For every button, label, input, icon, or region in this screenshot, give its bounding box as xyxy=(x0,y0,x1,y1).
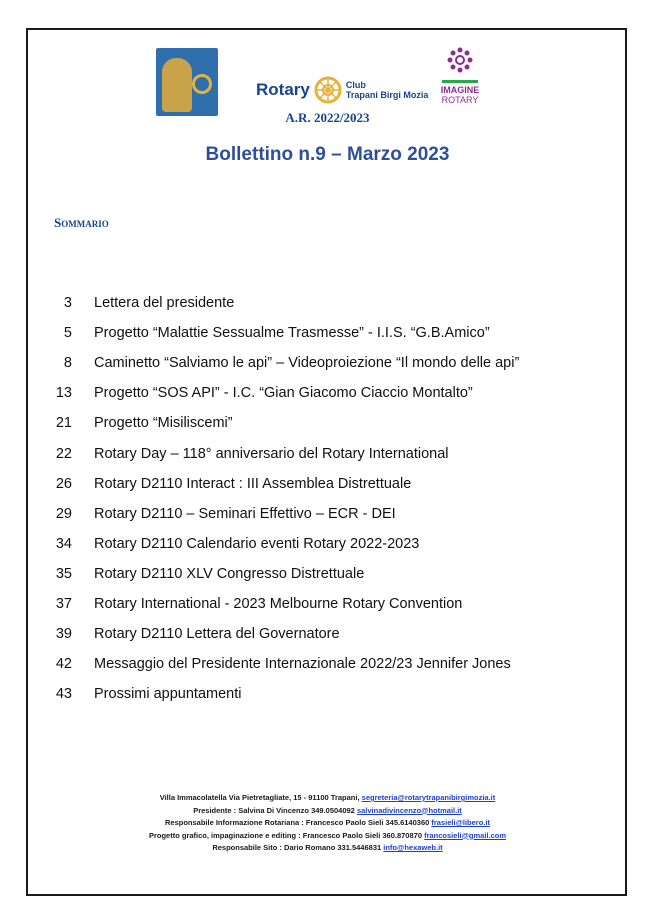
footer-graphic-line: Progetto grafico, impaginazione e editing : Francesco Paolo Sieli 360.870870 francosieli@gmail.com xyxy=(148,830,507,840)
toc-row xyxy=(46,438,586,468)
imagine-rotary-logo xyxy=(430,46,490,108)
rotary-year: A.R. 2022/2023 xyxy=(285,110,370,125)
rotary-wheel-icon xyxy=(192,74,212,94)
toc-entry-title: Progetto “SOS API” - I.C. “Gian Giacomo Ciaccio Montalto” xyxy=(94,385,473,402)
footer-info-line: Responsabile Informazione Rotariana : Francesco Paolo Sieli 345.6140360 frasieli@libero.it xyxy=(165,818,490,827)
toc-page-number: 22 xyxy=(55,445,72,462)
toc-row xyxy=(46,288,586,318)
toc-entry-title: Rotary D2110 XLV Congresso Distrettuale xyxy=(94,565,365,582)
toc-page-number: 21 xyxy=(55,415,72,432)
footer-address-line: Villa Immacolatella Via Pietretagliate, 15 - 91100 Trapani, segreteria@rotarytrapanibirgimozia.it xyxy=(159,793,496,802)
president-email-link[interactable]: salvinadivincenzo@hotmail.it xyxy=(356,805,462,815)
toc-entry-title: Rotary D2110 – Seminari Effettivo – ECR - DEI xyxy=(94,505,396,522)
graphic-email-link[interactable]: francosieli@gmail.com xyxy=(424,830,507,840)
footer-site-line: Responsabile Sito : Dario Romano 331.5446831 info@hexaweb.it xyxy=(212,843,443,852)
toc-entry-title: Rotary D2110 Interact : III Assemblea Distrettuale xyxy=(94,475,412,492)
toc-row xyxy=(46,559,586,589)
toc-row xyxy=(46,408,586,438)
toc-page-number: 37 xyxy=(55,595,72,612)
table-of-contents xyxy=(46,288,586,709)
toc-page-number: 8 xyxy=(63,355,72,372)
sommario-heading: Sommario xyxy=(54,215,109,230)
imagine-flower-icon xyxy=(446,46,474,74)
toc-entry-title: Progetto “Malattie Sessualme Trasmesse” - I.I.S. “G.B.Amico” xyxy=(94,325,490,342)
toc-entry-title: Rotary International - 2023 Melbourne Rotary Convention xyxy=(94,595,463,612)
club-mozia-logo xyxy=(156,48,218,116)
toc-row xyxy=(46,469,586,499)
toc-row xyxy=(46,589,586,619)
statue-image xyxy=(162,58,192,112)
toc-entry-title: Messaggio del Presidente Internazionale 2022/23 Jennifer Jones xyxy=(94,656,511,673)
toc-entry-title: Rotary Day – 118° anniversario del Rotary International xyxy=(94,445,449,462)
toc-row xyxy=(46,529,586,559)
toc-row xyxy=(46,378,586,408)
toc-page-number: 39 xyxy=(55,626,72,643)
toc-page-number: 26 xyxy=(55,475,72,492)
toc-entry-title: Caminetto “Salviamo le api” – Videoproiezione “Il mondo delle api” xyxy=(94,355,520,372)
toc-page-number: 13 xyxy=(55,385,72,402)
secretary-email-link[interactable]: segreteria@rotarytrapanibirgimozia.it xyxy=(361,793,496,802)
imagine-line1: IMAGINE xyxy=(440,85,480,95)
toc-page-number: 43 xyxy=(55,686,72,703)
club-label: Club xyxy=(345,80,366,90)
footer xyxy=(0,792,655,855)
toc-row xyxy=(46,348,586,378)
toc-row xyxy=(46,679,586,709)
bulletin-title: Bollettino n.9 – Marzo 2023 xyxy=(205,144,450,165)
toc-page-number: 29 xyxy=(55,505,72,522)
rotary-wordmark: Rotary xyxy=(256,80,310,99)
rotary-wheel-icon xyxy=(314,76,342,104)
footer-president-line: Presidente : Salvina Di Vincenzo 349.0504092 salvinadivincenzo@hotmail.it xyxy=(193,805,462,815)
info-email-link[interactable]: frasieli@libero.it xyxy=(431,818,490,827)
toc-page-number: 5 xyxy=(63,325,72,342)
toc-page-number: 42 xyxy=(55,656,72,673)
toc-entry-title: Progetto “Misiliscemi” xyxy=(94,415,233,432)
toc-entry-title: Lettera del presidente xyxy=(94,295,235,312)
toc-row xyxy=(46,619,586,649)
toc-row xyxy=(46,649,586,679)
toc-row xyxy=(46,318,586,348)
imagine-line2: ROTARY xyxy=(441,95,479,105)
toc-entry-title: Rotary D2110 Calendario eventi Rotary 2022-2023 xyxy=(94,535,420,552)
rotary-club-logo xyxy=(256,74,428,106)
toc-entry-title: Rotary D2110 Lettera del Governatore xyxy=(94,626,340,643)
club-name: Trapani Birgi Mozia xyxy=(345,90,429,100)
toc-row xyxy=(46,499,586,529)
toc-page-number: 35 xyxy=(55,565,72,582)
site-email-link[interactable]: info@hexaweb.it xyxy=(383,843,443,852)
imagine-bar xyxy=(442,80,478,83)
toc-entry-title: Prossimi appuntamenti xyxy=(94,686,242,703)
toc-page-number: 3 xyxy=(63,295,72,312)
toc-page-number: 34 xyxy=(55,535,72,552)
